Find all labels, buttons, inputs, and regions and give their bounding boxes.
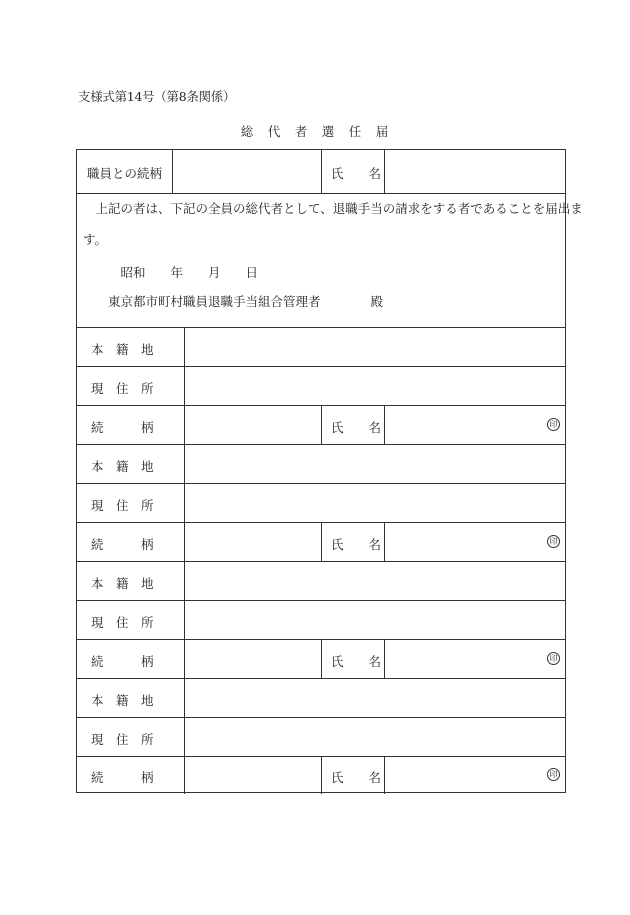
form-number: 支様式第14号（第8条関係） [78,89,236,104]
address-field[interactable] [192,379,552,397]
statement-line-1: 上記の者は、下記の全員の総代者として、退職手当の請求をする者であることを届出ま [83,201,583,216]
address-field[interactable] [192,613,552,631]
name-label: 氏 名 [331,537,382,552]
name-label: 氏 名 [331,166,382,181]
relation-label: 続 柄 [91,420,154,435]
name-field[interactable] [389,652,529,670]
address-label: 現 住 所 [91,615,154,630]
domicile-field[interactable] [192,691,552,709]
name-field[interactable] [389,768,529,786]
address-label: 現 住 所 [91,732,154,747]
relation-field[interactable] [192,652,312,670]
domicile-label: 本 籍 地 [91,576,154,591]
relation-field[interactable] [192,535,312,553]
divider [172,150,173,193]
name-field[interactable] [389,418,529,436]
name-label: 氏 名 [331,770,382,785]
relation-label: 続 柄 [91,770,154,785]
statement-line-2: す。 [83,232,108,247]
domicile-label: 本 籍 地 [91,459,154,474]
date-line: 昭和 年 月 日 [83,265,259,280]
form-title: 総 代 者 選 任 届 [240,124,390,139]
relation-field[interactable] [192,768,312,786]
name-label: 氏 名 [331,654,382,669]
domicile-field[interactable] [192,340,552,358]
domicile-label: 本 籍 地 [91,693,154,708]
divider [384,150,385,193]
seal-icon: 印 [547,652,560,665]
address-label: 現 住 所 [91,381,154,396]
form-table [76,149,583,793]
addressee-line: 東京都市町村職員退職手当組合管理者 殿 [83,294,384,309]
name-field[interactable] [389,535,529,553]
seal-icon: 印 [547,768,560,781]
name-label: 氏 名 [331,420,382,435]
relation-field[interactable] [177,164,315,182]
address-label: 現 住 所 [91,498,154,513]
relation-label: 続 柄 [91,654,154,669]
relation-label: 続 柄 [91,537,154,552]
relation-label: 職員との続柄 [87,166,163,181]
address-field[interactable] [192,496,552,514]
address-field[interactable] [192,730,552,748]
name-field[interactable] [389,164,559,182]
divider [77,193,565,194]
domicile-field[interactable] [192,574,552,592]
divider [77,327,565,328]
domicile-label: 本 籍 地 [91,342,154,357]
relation-field[interactable] [192,418,312,436]
divider [321,150,322,193]
seal-icon: 印 [547,535,560,548]
domicile-field[interactable] [192,457,552,475]
seal-icon: 印 [547,418,560,431]
